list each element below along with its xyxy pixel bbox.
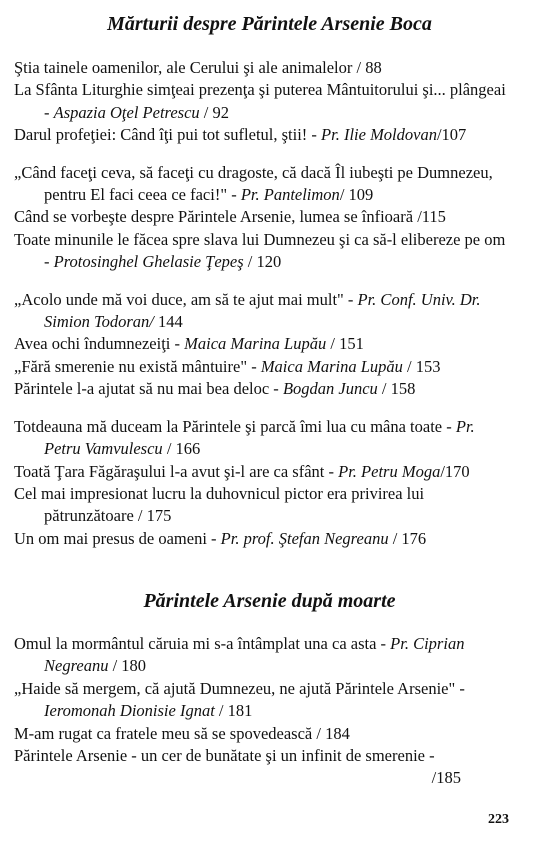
section-title-testimonies: Mărturii despre Părintele Arsenie Boca xyxy=(107,13,432,35)
entry-text: „Când faceţi ceva, să faceţi cu dragoste, că dacă Îl iubeşti pe Dumnezeu, pentru El faci ceea ce faci!" - xyxy=(14,162,493,205)
entry-text: Avea ochi îndumnezeiţi - xyxy=(14,334,185,354)
entry-text: Părintele l-a ajutat să nu mai bea deloc - xyxy=(14,379,283,399)
toc-entry xyxy=(0,333,539,355)
page-number: 223 xyxy=(488,812,509,827)
entry-text: Un om mai presus de oameni - xyxy=(14,528,221,548)
entry-text: La Sfânta Liturghie simţeai prezenţa şi puterea Mântuitorului şi... plângeai - xyxy=(14,80,506,122)
section-title-after-death: Părintele Arsenie după moarte xyxy=(143,590,396,612)
entry-author: Maica Marina Lupău xyxy=(260,356,403,376)
entry-text: Când se vorbeşte despre Părintele Arsenie, lumea se înfioară xyxy=(14,207,414,227)
entry-text: M-am rugat ca fratele meu să se spovedească xyxy=(14,723,313,743)
toc-entry xyxy=(0,745,539,790)
entry-author: Protosinghel Ghelasie Ţepeş xyxy=(53,252,244,272)
entry-author: Pr. Ilie Moldovan xyxy=(321,125,437,145)
entry-page: /115 xyxy=(413,207,446,227)
toc-entry xyxy=(0,678,539,723)
entry-page: /170 xyxy=(440,461,470,481)
entry-author: Pr. Petru Moga xyxy=(338,461,441,481)
entry-text: Toată Ţara Făgăraşului l-a avut şi-l are ca sfânt - xyxy=(14,461,339,481)
entry-text: „Acolo unde mă voi duce, am să te ajut mai mult" - xyxy=(14,289,358,309)
toc-entry xyxy=(0,229,539,274)
entry-page: / 92 xyxy=(199,102,229,122)
toc-entry xyxy=(0,483,539,528)
entry-page: / 181 xyxy=(214,701,253,721)
entry-page: /107 xyxy=(436,125,467,145)
entry-author: Pr. Conf. Univ. Dr. Simion Todoran/ xyxy=(44,289,481,332)
entry-page: / 176 xyxy=(388,528,427,548)
entry-text: Darul profeţiei: Când îţi pui tot sufletul, ştii! - xyxy=(14,125,322,145)
entry-author: Pr. Ciprian Negreanu xyxy=(44,634,465,676)
section-testimonies xyxy=(0,57,539,550)
entry-author: Ieromonah Dionisie Ignat xyxy=(44,701,215,721)
toc-entry xyxy=(0,461,539,483)
entry-page: / 151 xyxy=(326,334,364,354)
entry-page: / 158 xyxy=(377,379,416,399)
toc-entry xyxy=(0,57,539,79)
entry-author: Bogdan Juncu xyxy=(282,379,378,399)
toc-entry xyxy=(0,124,539,146)
entry-text: Părintele Arsenie - un cer de bunătate şi un infinit de smerenie - xyxy=(14,746,435,766)
entry-text: Omul la mormântul căruia mi s-a întâmplat una ca asta - xyxy=(14,634,391,653)
entry-page: / 166 xyxy=(162,439,201,459)
entry-page: /185 xyxy=(431,768,461,788)
entry-text: Toate minunile le făcea spre slava lui Dumnezeu şi ca să-l elibereze pe om - xyxy=(14,229,506,272)
toc-entry xyxy=(0,162,539,207)
section-after-death xyxy=(0,633,539,790)
toc-entry xyxy=(0,528,539,550)
entry-page: / 184 xyxy=(312,723,350,743)
entry-author: Pr. Petru Vamvulescu xyxy=(44,416,475,459)
entry-page: / 120 xyxy=(243,252,282,272)
toc-entry xyxy=(0,723,539,745)
entry-author: Pr. Pantelimon xyxy=(240,185,340,205)
toc-entry xyxy=(0,416,539,461)
toc-entry xyxy=(0,206,539,228)
entry-page: 144 xyxy=(153,312,183,332)
entry-text: Cel mai impresionat lucru la duhovnicul pictor era privirea lui pătrunzătoare xyxy=(14,483,425,526)
entry-page: / 153 xyxy=(402,356,441,376)
entry-page: / 175 xyxy=(133,506,172,526)
toc-entry xyxy=(0,378,539,400)
entry-author: Aspazia Oţel Petrescu xyxy=(53,102,200,122)
entry-text: Ştia tainele oamenilor, ale Cerului şi ale animalelor xyxy=(14,58,353,77)
entry-page: / 109 xyxy=(339,185,374,205)
entry-text: „Haide să mergem, că ajută Dumnezeu, ne ajută Părintele Arsenie" - xyxy=(14,678,465,698)
toc-entry xyxy=(0,289,539,334)
entry-page: / 180 xyxy=(108,656,147,676)
toc-entry xyxy=(0,633,539,678)
entry-author: Maica Marina Lupău xyxy=(184,334,327,354)
entry-text: Totdeauna mă duceam la Părintele şi parcă îmi lua cu mâna toate - xyxy=(14,416,456,436)
entry-author: Pr. prof. Ştefan Negreanu xyxy=(220,528,389,548)
toc-entry xyxy=(0,356,539,378)
toc-entry xyxy=(0,79,539,124)
entry-page: / 88 xyxy=(352,58,382,77)
entry-text: „Fără smerenie nu există mântuire" - xyxy=(14,356,261,376)
